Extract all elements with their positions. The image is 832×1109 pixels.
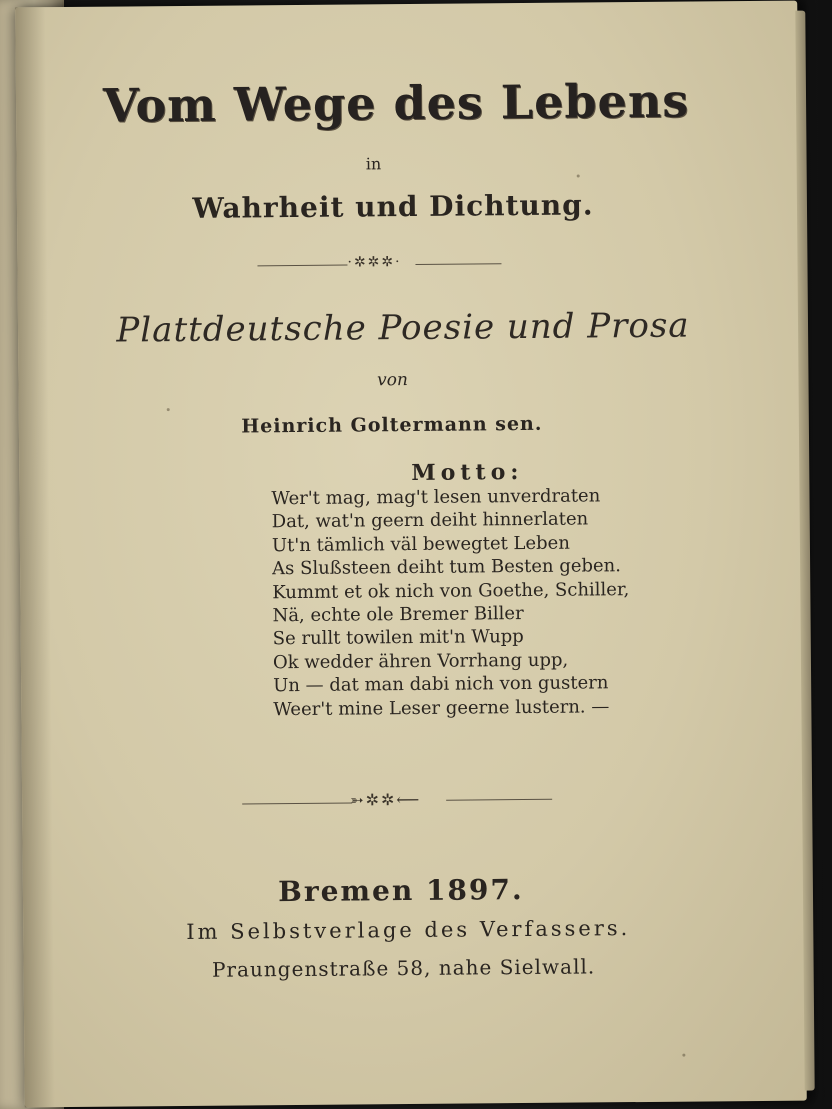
motto-poem bbox=[271, 484, 630, 721]
author-name: Heinrich Goltermann sen. bbox=[241, 412, 543, 438]
ornament-divider-top: ·✲✲✲· bbox=[15, 1, 797, 8]
by-label: von bbox=[376, 370, 408, 391]
title-connector: in bbox=[365, 154, 382, 174]
book-subtitle: Wahrheit und Dichtung. bbox=[192, 188, 594, 225]
poem-line: Wer't mag, mag't lesen unverdraten bbox=[271, 485, 601, 510]
title-page bbox=[15, 1, 807, 1108]
ornament-divider-bottom: ➳✲✲⟵ bbox=[15, 1, 797, 8]
genre-heading: Plattdeutsche Poesie und Prosa bbox=[116, 305, 690, 351]
imprint-city-year: Bremen 1897. bbox=[278, 873, 524, 909]
motto-heading: Motto: bbox=[411, 459, 524, 486]
poem-line: Un — dat man dabi nich von gustern bbox=[273, 672, 609, 697]
paper-speck bbox=[682, 1054, 685, 1057]
poem-line: Se rullt towilen mit'n Wupp bbox=[272, 626, 524, 650]
paper-speck bbox=[577, 175, 580, 178]
imprint-address: Praungenstraße 58, nahe Sielwall. bbox=[211, 954, 596, 982]
imprint-publisher: Im Selbstverlage des Verfassers. bbox=[186, 916, 631, 944]
poem-line: As Slußsteen deiht tum Besten geben. bbox=[272, 555, 622, 580]
paper-speck bbox=[167, 408, 170, 411]
poem-line: Weer't mine Leser geerne lustern. — bbox=[273, 695, 610, 720]
poem-line: Kummt et ok nich von Goethe, Schiller, bbox=[272, 578, 630, 603]
poem-line: Ut'n tämlich väl bewegtet Leben bbox=[271, 532, 570, 556]
poem-line: Ok wedder ähren Vorrhang upp, bbox=[272, 649, 569, 673]
poem-line: Nä, echte ole Bremer Biller bbox=[272, 602, 524, 627]
book-title: Vom Wege des Lebens bbox=[102, 73, 690, 133]
poem-line: Dat, wat'n geern deiht hinnerlaten bbox=[271, 508, 589, 533]
